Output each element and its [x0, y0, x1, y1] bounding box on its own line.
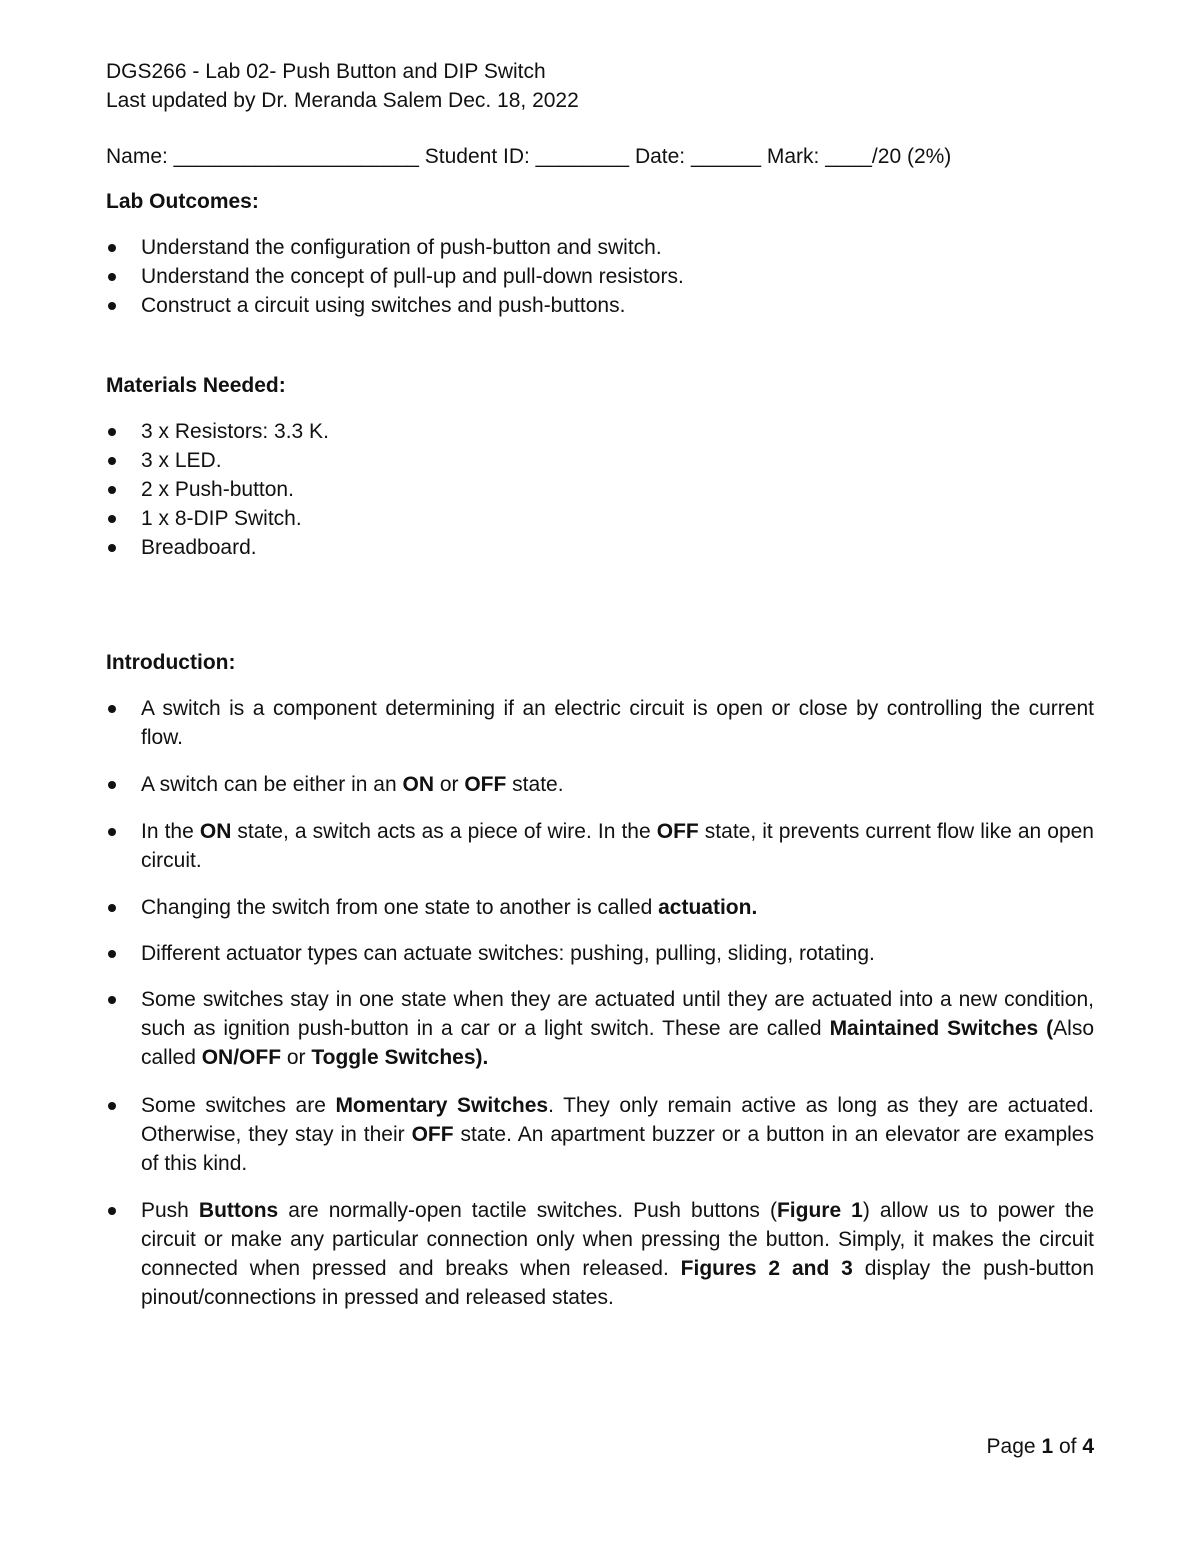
- materials-list: [106, 417, 1094, 562]
- intro-item-actuation: [106, 893, 1094, 922]
- lab-outcomes-list: [106, 233, 1094, 320]
- on-off-keyword: ON/OFF: [201, 1046, 282, 1069]
- buttons-keyword: Buttons: [198, 1199, 279, 1222]
- momentary-switches-keyword: Momentary Switches: [335, 1094, 549, 1117]
- off-keyword: OFF: [411, 1123, 454, 1146]
- intro-text: ) allow us to power the circuit or make any particular connection only when pressing the button. Simply, it makes the circuit connected when pressed and breaks when released.: [141, 1199, 1095, 1280]
- intro-text: A switch can be either in an: [141, 773, 403, 796]
- intro-text: state.: [506, 773, 564, 796]
- intro-text: . They only remain active as long as they are actuated. Otherwise, they stay in their: [141, 1094, 1094, 1146]
- intro-text: Also called: [141, 1017, 1094, 1069]
- off-keyword: OFF: [464, 773, 507, 796]
- off-keyword: OFF: [656, 820, 699, 843]
- intro-text: In the: [141, 820, 200, 843]
- intro-text: or: [434, 773, 465, 796]
- list-item: Breadboard.: [106, 533, 1094, 562]
- intro-item-on-off-behavior: [106, 817, 1094, 875]
- materials-heading: Materials Needed:: [106, 374, 286, 397]
- student-info-line: Name: _____________________ Student ID: ________ Date: ______ Mark: ____/20 (2%): [106, 145, 952, 168]
- intro-text: state, it prevents current flow like an open circuit.: [141, 820, 1094, 872]
- intro-text: Some switches stay in one state when they are actuated until they are actuated into a new condition, such as ignition push-button in a car or a light switch. These are called: [141, 988, 1094, 1040]
- figures-2-3-reference: Figures 2 and 3: [680, 1257, 853, 1280]
- intro-item-actuator-types: [106, 939, 1094, 968]
- intro-text: display the push-button pinout/connections in pressed and released states.: [141, 1257, 1095, 1309]
- intro-item-switch-definition: [106, 694, 1094, 752]
- document-title: DGS266 - Lab 02- Push Button and DIP Switch: [106, 60, 546, 83]
- page-of: of: [1053, 1435, 1083, 1458]
- on-keyword: ON: [402, 773, 434, 796]
- list-item: 1 x 8-DIP Switch.: [106, 504, 1094, 533]
- page-prefix: Page: [986, 1435, 1042, 1458]
- page-number: [987, 1432, 1094, 1461]
- list-item: 3 x Resistors: 3.3 K.: [106, 417, 1094, 446]
- lab-outcomes-heading: Lab Outcomes:: [106, 190, 259, 213]
- introduction-heading: Introduction:: [106, 651, 236, 674]
- list-item: Understand the configuration of push-button and switch.: [106, 233, 1094, 262]
- last-updated: Last updated by Dr. Meranda Salem Dec. 18, 2022: [106, 89, 579, 112]
- intro-text: Changing the switch from one state to another is called: [141, 896, 659, 919]
- intro-text: Some switches are: [141, 1094, 336, 1117]
- intro-text: state, a switch acts as a piece of wire. In the: [231, 820, 657, 843]
- figure-1-reference: Figure 1: [776, 1199, 863, 1222]
- intro-text: A switch is a component determining if an electric circuit is open or close by controlling the current flow.: [141, 697, 1094, 749]
- toggle-switches-keyword: Toggle Switches).: [311, 1046, 489, 1069]
- intro-text: Push: [141, 1199, 199, 1222]
- intro-text: Different actuator types can actuate switches: pushing, pulling, sliding, rotating.: [141, 942, 875, 965]
- actuation-keyword: actuation.: [658, 896, 758, 919]
- intro-text: or: [281, 1046, 312, 1069]
- total-pages: 4: [1082, 1435, 1094, 1458]
- intro-item-maintained-switches: [106, 985, 1094, 1072]
- on-keyword: ON: [199, 820, 232, 843]
- intro-text: state. An apartment buzzer or a button in an elevator are examples of this kind.: [141, 1123, 1094, 1175]
- intro-item-states: [106, 770, 1094, 799]
- list-item: Understand the concept of pull-up and pull-down resistors.: [106, 262, 1094, 291]
- intro-text: are normally-open tactile switches. Push buttons (: [278, 1199, 777, 1222]
- intro-item-momentary-switches: [106, 1091, 1094, 1178]
- list-item: Construct a circuit using switches and push-buttons.: [106, 291, 1094, 320]
- intro-item-push-buttons: [106, 1196, 1094, 1312]
- list-item: 2 x Push-button.: [106, 475, 1094, 504]
- list-item: 3 x LED.: [106, 446, 1094, 475]
- maintained-switches-keyword: Maintained Switches (: [829, 1017, 1054, 1040]
- current-page: 1: [1041, 1435, 1054, 1458]
